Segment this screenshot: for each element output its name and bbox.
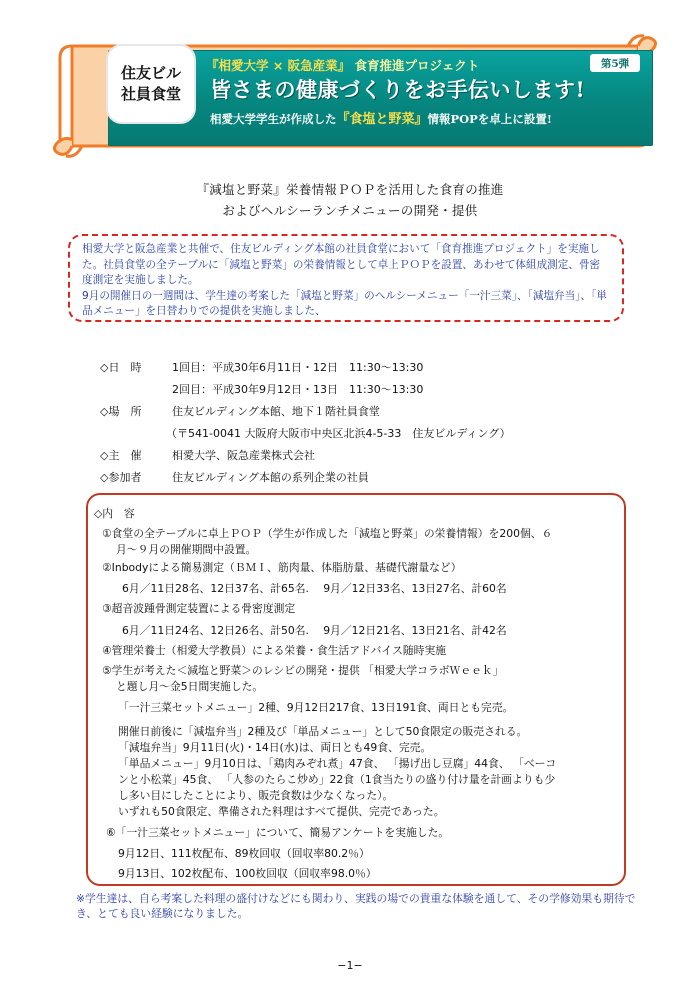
info-datetime-row-2	[172, 381, 423, 397]
cafeteria-badge	[106, 44, 196, 124]
content-item-6-day2: 9月13日、102枚配布、100枚回収（回収率98.0％）	[118, 867, 377, 880]
header-banner	[38, 34, 666, 162]
place: 住友ビルディング本館、地下１階社員食堂	[172, 405, 380, 418]
content-item-2: ②Inbodyによる簡易測定（ＢＭＩ、筋肉量、体脂肪量、基礎代謝量など）	[102, 561, 462, 574]
closing-note: ※学生達は、自ら考案した料理の盛付けなどにも関わり、実践の場での貴重な体験を通して、その学修効果も期待でき、とても良い経験になりました。	[76, 892, 636, 920]
banner-main-heading: 皆さまの健康づくりをお手伝いします!	[210, 77, 586, 102]
participants-label: ◇参加者	[100, 471, 142, 484]
document-title-line-1: 『減塩と野菜』栄養情報ＰＯＰを活用した食育の推進	[196, 182, 504, 197]
datetime-2: 2回目：平成30年9月12日・13日 11:30～13:30	[172, 383, 424, 396]
content-item-5f: ンと小松菜」45食、 「人参のたらこ炒め」22食（1食当たりの盛り付け量を計画よりも少	[118, 773, 556, 786]
info-place-row	[100, 403, 380, 419]
info-participants-row	[100, 469, 369, 485]
host: 相愛大学、阪急産業株式会社	[172, 449, 315, 462]
intro-paragraph-1: 相愛大学と阪急産業と共催で、住友ビルディング本館の社員食堂において「食育推進プロジェクト」を実施した。社員食堂の全テーブルに「減塩と野菜」の栄養情報として卓上ＰＯＰを設置、あわせて体組成測定、骨密度測定を実施しました。	[82, 243, 601, 286]
content-item-3-data: 6月／11日24名、12日26名、計50名. 9月／12日21名、13日21名、計42名	[122, 624, 507, 637]
content-item-6-day1: 9月12日、111枚配布、89枚回収（回収率80.2％）	[118, 847, 370, 860]
banner-sub-pre: 相愛大学学生が作成した	[210, 112, 337, 126]
page-number: −1−	[337, 959, 363, 972]
cafeteria-line-2: 社員食堂	[120, 85, 181, 103]
cafeteria-line-1: 住友ビル	[120, 64, 181, 82]
content-item-1b: 月～９月の開催期間中設置。	[116, 543, 257, 556]
content-item-4: ④管理栄養士（相愛大学教員）による栄養・食生活アドバイス随時実施	[102, 644, 447, 657]
content-item-1a: ①食堂の全テーブルに卓上ＰＯＰ（学生が作成した「減塩と野菜」の栄養情報）を200個、６	[102, 527, 553, 540]
banner-sub-post: 情報POPを卓上に設置!	[427, 112, 552, 126]
participants: 住友ビルディング本館の系列企業の社員	[172, 471, 369, 484]
content-item-5a: ⑤学生が考えた＜減塩と野菜＞のレシピの開発・提供 「相愛大学コラボＷｅｅｋ」	[102, 664, 504, 677]
banner-subheading	[210, 108, 552, 127]
banner-partners: 『相愛大学 × 阪急産業』	[206, 58, 351, 73]
datetime-label: ◇日 時	[100, 361, 142, 374]
intro-box	[68, 234, 624, 322]
info-datetime-row-1	[100, 359, 423, 375]
content-item-5g: し多い目にしたことにより、販売食数は少なくなった）。	[118, 789, 394, 802]
content-item-3: ③超音波踵骨測定装置による骨密度測定	[102, 602, 296, 615]
banner-project-line	[206, 56, 479, 74]
content-item-5h: いずれも50食限定、準備された料理はすべて提供、完売であった。	[118, 805, 445, 818]
place-label: ◇場 所	[100, 405, 142, 418]
document-title-line-2: およびヘルシーランチメニューの開発・提供	[222, 203, 478, 218]
content-heading: ◇内 容	[94, 507, 135, 520]
place-address: （〒541-0041 大阪府大阪市中央区北浜4-5-33 住友ビルディング）	[166, 427, 511, 440]
info-address-row	[166, 425, 511, 441]
host-label: ◇主 催	[100, 449, 142, 462]
content-item-5c: 開催日前後に「減塩弁当」2種及び「単品メニュー」として50食限定の販売される。	[118, 725, 528, 738]
content-item-5b: と題し月～金5日間実施した。	[116, 680, 264, 693]
datetime-1: 1回目：平成30年6月11日・12日 11:30～13:30	[172, 361, 424, 374]
content-item-2-data: 6月／11日28名、12日37名、計65名. 9月／12日33名、13日27名、計60名	[122, 582, 507, 595]
content-item-5-set: 「一汁三菜セットメニュー」2種、9月12日217食、13日191食、両日とも完売。	[118, 701, 514, 714]
content-item-6: ⑥「一汁三菜セットメニュー」について、簡易アンケートを実施した。	[106, 826, 450, 839]
content-item-5e: 「単品メニュー」9月10日は、「鶏肉みぞれ煮」47食、 「揚げ出し豆腐」44食、 「ベーコ	[118, 757, 557, 770]
banner-project: 食育推進プロジェクト	[350, 58, 480, 73]
info-host-row	[100, 447, 315, 463]
content-item-5d: 「減塩弁当」9月11日(火)・14日(水)は、両日とも49食、完売。	[118, 741, 432, 754]
intro-paragraph-2: 9月の開催日の一週間は、学生達の考案した「減塩と野菜」のヘルシーメニュー「一汁三菜」、「減塩弁当」、「単品メニュー」を日替わりでの提供を実施しました、	[82, 289, 608, 317]
banner-sub-highlight: 『食塩と野菜』	[336, 112, 428, 127]
edition-badge: 第5弾	[590, 54, 640, 72]
